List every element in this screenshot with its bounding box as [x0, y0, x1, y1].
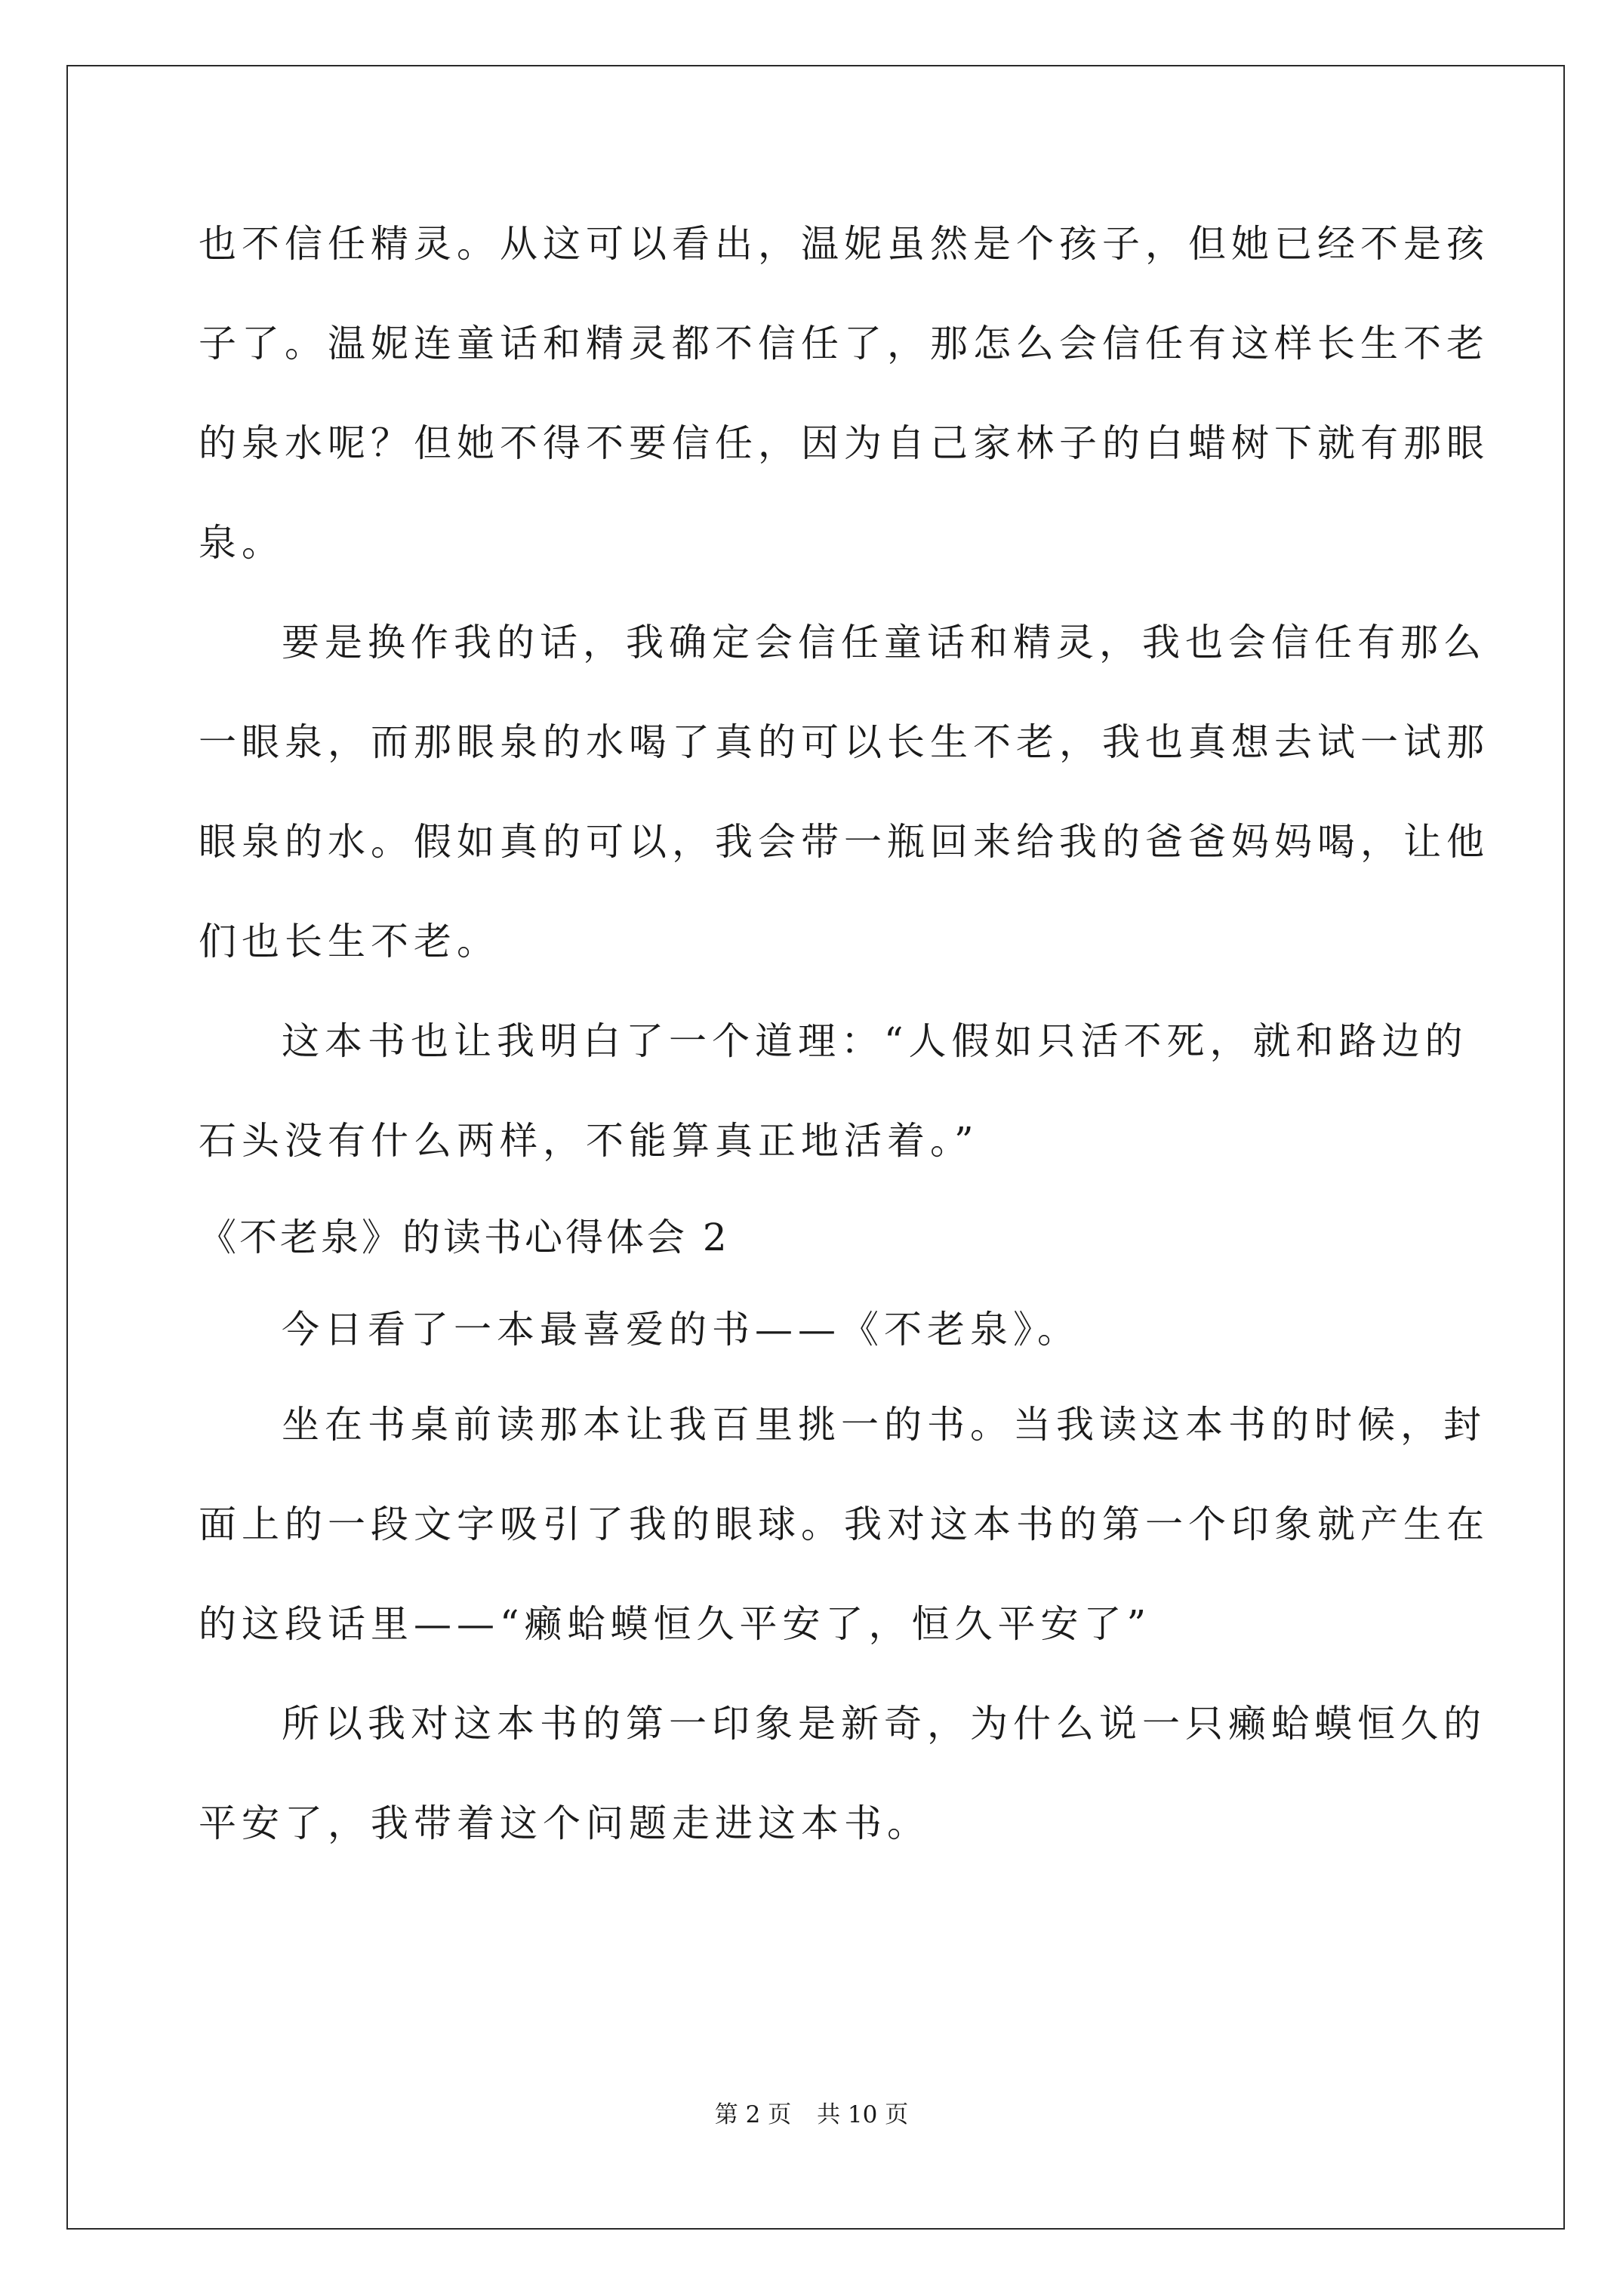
paragraph-start: 今日看了一本最喜爱的书——《不老泉》。 [282, 1308, 1080, 1351]
paragraph-start: 要是换作我的话，我确定会信任童话和精灵，我也会信任有那么 [282, 621, 1486, 664]
text-line: 子了。温妮连童话和精灵都不信任了，那怎么会信任有这样长生不老 [199, 322, 1489, 365]
text-line: 的泉水呢？但她不得不要信任，因为自己家林子的白蜡树下就有那眼 [199, 421, 1489, 465]
paragraph-start: 坐在书桌前读那本让我百里挑一的书。当我读这本书的时候，封 [282, 1403, 1486, 1447]
text-line: 的这段话里——“癞蛤蟆恒久平安了，恒久平安了” [199, 1602, 1152, 1646]
text-line: 们也长生不老。 [199, 920, 500, 963]
section-heading: 《不老泉》的读书心得体会 2 [199, 1216, 730, 1259]
text-line: 泉。 [199, 521, 285, 565]
page-number: 第 2 页 [714, 2101, 792, 2128]
text-line: 面上的一段文字吸引了我的眼球。我对这本书的第一个印象就产生在 [199, 1502, 1489, 1546]
paragraph-start: 所以我对这本书的第一印象是新奇，为什么说一只癞蛤蟆恒久的 [282, 1702, 1486, 1746]
text-line: 一眼泉，而那眼泉的水喝了真的可以长生不老，我也真想去试一试那 [199, 720, 1489, 764]
text-line: 眼泉的水。假如真的可以，我会带一瓶回来给我的爸爸妈妈喝，让他 [199, 820, 1489, 864]
text-line: 平安了，我带着这个问题走进这本书。 [199, 1801, 930, 1845]
paragraph-start: 这本书也让我明白了一个道理：“人假如只活不死，就和路边的 [282, 1019, 1468, 1063]
page-footer [0, 2100, 1623, 2130]
page-total: 共 10 页 [817, 2101, 909, 2128]
text-line: 也不信任精灵。从这可以看出，温妮虽然是个孩子，但她已经不是孩 [199, 222, 1489, 266]
text-line: 石头没有什么两样，不能算真正地活着。” [199, 1119, 979, 1163]
